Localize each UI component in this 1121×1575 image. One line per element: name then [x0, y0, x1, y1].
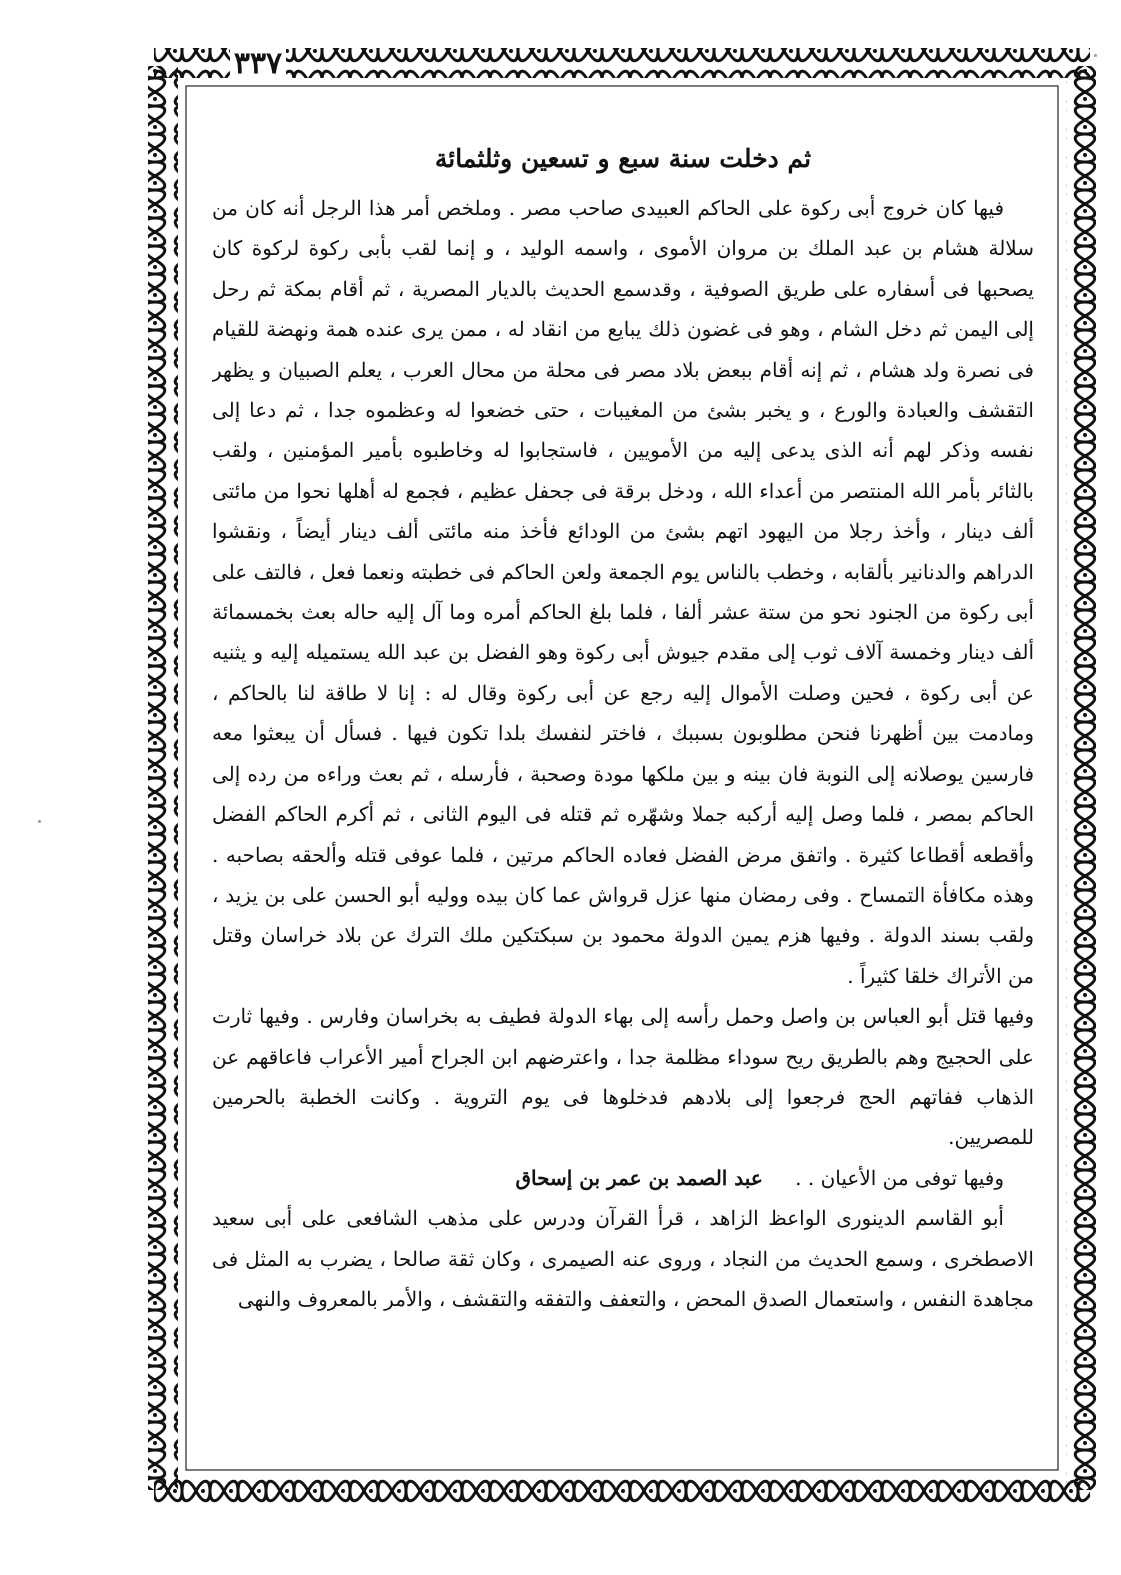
paragraph-2: وفيها قتل أبو العباس بن واصل وحمل رأسه إلى بهاء الدولة فطيف به بخراسان وفارس . وفيها ثارت على الحجيج وهم بالطريق ريح سوداء مظلمة جدا ، واعترضهم ابن الجراح أمير الأعراب فاعاقهم عن الذهاب ففاتهم الحج فرجعوا إلى بلادهم فدخلوها فى يوم التروية . وكانت الخطبة بالحرمين للمصريين.	[212, 1004, 1034, 1150]
scan-speck	[38, 820, 41, 823]
section-heading: ثم دخلت سنة سبع و تسعين وثلثمائة	[434, 144, 812, 173]
biography-paragraph: أبو القاسم الدينورى الواعظ الزاهد ، قرأ القرآن ودرس على مذهب الشافعى على أبى سعيد الاصطخرى ، وسمع الحديث من النجاد ، وروى عنه الصيمرى ، وكان ثقة صالحا ، يضرب به المثل فى مجاهدة النفس ، واستعمال الصدق المحض ، والتعفف والتفقه والتقشف ، والأمر بالمعروف والنهى	[212, 1206, 1034, 1311]
paragraph-1: فيها كان خروج أبى ركوة على الحاكم العبيدى صاحب مصر . وملخص أمر هذا الرجل أنه كان من سلالة هشام بن عبد الملك بن مروان الأموى ، واسمه الوليد ، و إنما لقب بأبى ركوة لركوة كان يصحبها فى أسفاره على طريق الصوفية ، وقدسمع الحديث بالديار المصرية ، ثم أقام بمكة ثم رحل إلى اليمن ثم دخل الشام ، وهو فى غضون ذلك يبايع من انقاد له ، ممن يرى عنده همة ونهضة للقيام فى نصرة ولد هشام ، ثم إنه أقام ببعض بلاد مصر فى محلة من محال العرب ، يعلم الصبيان و يظهر التقشف والعبادة والورع ، و يخبر بشئ من المغيبات ، حتى خضعوا له وعظموه جدا ، ثم دعا إلى نفسه وذكر لهم أنه الذى يدعى إليه من الأمويين ، فاستجابوا له وخاطبوه بأمير المؤمنين ، ولقب بالثائر بأمر الله المنتصر من أعداء الله ، ودخل برقة فى جحفل عظيم ، فجمع له أهلها نحوا من مائتى ألف دينار ، وأخذ رجلا من اليهود اتهم بشئ من الودائع فأخذ منه مائتى ألف دينار أيضاً ، ونقشوا الدراهم والدنانير بألقابه ، وخطب بالناس يوم الجمعة ولعن الحاكم فى خطبته ونعما فعل ، فالتف على أبى ركوة من الجنود نحو من ستة عشر ألفا ، فلما بلغ الحاكم أمره وما آل إليه حاله بعث بخمسمائة ألف دينار وخمسة آلاف ثوب إلى مقدم جيوش أبى ركوة وهو الفضل بن عبد الله يستميله إليه و يثنيه عن أبى ركوة ، فحين وصلت الأموال إليه رجع عن أبى ركوة وقال له : إنا لا طاقة لنا بالحاكم ، ومادمت بين أظهرنا فنحن مطلوبون بسببك ، فاختر لنفسك بلدا تكون فيها . فسأل أن يبعثوا معه فارسين يوصلانه إلى النوبة فان بينه و بين ملكها مودة وصحبة ، فأرسله ، ثم بعث وراءه من رده إلى الحاكم بمصر ، فلما وصل إليه أركبه جملا وشهّره ثم قتله فى اليوم الثانى ، ثم أكرم الحاكم الفضل وأقطعه أقطاعا كثيرة . واتفق مرض الفضل فعاده الحاكم مرتين ، فلما عوفى قتله وألحقه بصاحبه . وهذه مكافأة التمساح . وفى رمضان منها عزل قرواش عما كان بيده ووليه أبو الحسن على بن يزيد ، ولقب بسند الدولة . وفيها هزم يمين الدولة محمود بن سبكتكين ملك الترك عن بلاد خراسان وقتل من الأتراك خلقا كثيراً .	[212, 196, 1034, 988]
deceased-name: عبد الصمد بن عمر بن إسحاق	[515, 1165, 763, 1190]
scan-speck	[1094, 54, 1097, 57]
page-number: ٣٣٧	[230, 44, 286, 84]
deaths-intro: وفيها توفى من الأعيان . .	[795, 1165, 1004, 1190]
deaths-line	[212, 1158, 1034, 1198]
page-body	[212, 118, 1034, 1448]
